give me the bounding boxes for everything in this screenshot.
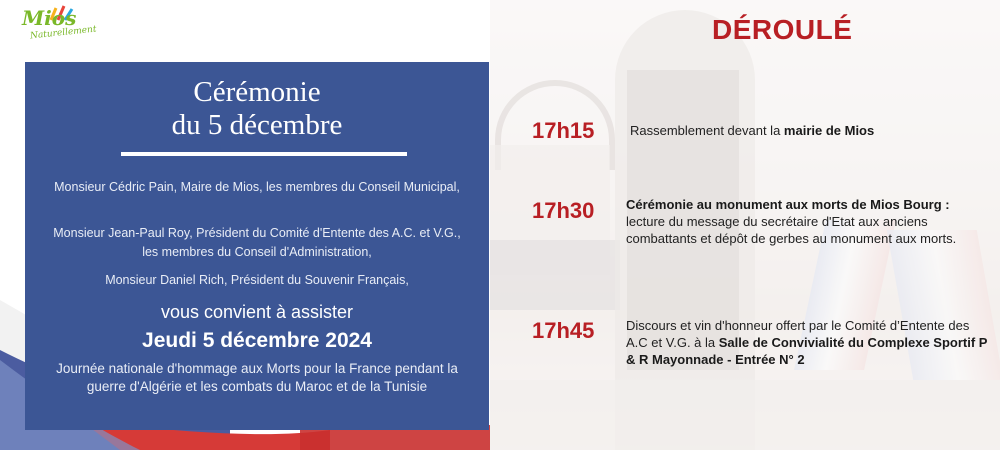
time-slot: 17h30 bbox=[532, 198, 595, 223]
invitee-committee: Monsieur Jean-Paul Roy, Président du Comité d'Entente des A.C. et V.G., les membres du Conseil d'Administration, bbox=[53, 226, 461, 259]
card-title-line-2: du 5 décembre bbox=[171, 109, 343, 141]
card-title bbox=[25, 76, 489, 142]
event-text-part: lecture du message du secrétaire d'Etat aux anciens combattants et dépôt de gerbes au monument aux morts. bbox=[626, 214, 957, 246]
card-title-line-1: Cérémonie bbox=[193, 76, 321, 108]
logo-name: Mios bbox=[22, 6, 77, 30]
title-divider bbox=[121, 152, 407, 156]
event-text-part: Discours et vin d'honneur offert par le Comité d’Entente des A.C et V.G. à la bbox=[626, 318, 970, 350]
programme-heading: DÉROULÉ bbox=[712, 14, 853, 45]
event-description: Journée nationale d'hommage aux Morts pour la France pendant la guerre d'Algérie et les combats du Maroc et de la Tunisie bbox=[56, 361, 458, 394]
event-text-bold: Salle de Convivialité du Complexe Sportif P & R Mayonnade - Entrée N° 2 bbox=[626, 335, 988, 367]
event-text-bold: Cérémonie au monument aux morts de Mios Bourg : bbox=[626, 197, 950, 212]
invitation-line: vous convient à assister bbox=[160, 302, 354, 322]
logo-tagline: Naturellement bbox=[29, 24, 97, 42]
event-text bbox=[626, 317, 990, 368]
time-slot: 17h15 bbox=[532, 118, 595, 143]
invitee-souvenir: Monsieur Daniel Rich, Président du Souvenir Français, bbox=[105, 273, 409, 287]
event-text-part: Rassemblement devant la bbox=[630, 123, 784, 138]
event-text bbox=[626, 196, 990, 247]
event-date: Jeudi 5 décembre 2024 bbox=[142, 329, 372, 352]
mios-logo bbox=[8, 4, 98, 46]
event-text bbox=[630, 122, 994, 139]
event-text-bold: mairie de Mios bbox=[783, 123, 875, 138]
time-slot: 17h45 bbox=[532, 318, 595, 343]
invitation-card bbox=[25, 62, 489, 430]
invitee-mayor: Monsieur Cédric Pain, Maire de Mios, les membres du Conseil Municipal, bbox=[54, 180, 460, 194]
